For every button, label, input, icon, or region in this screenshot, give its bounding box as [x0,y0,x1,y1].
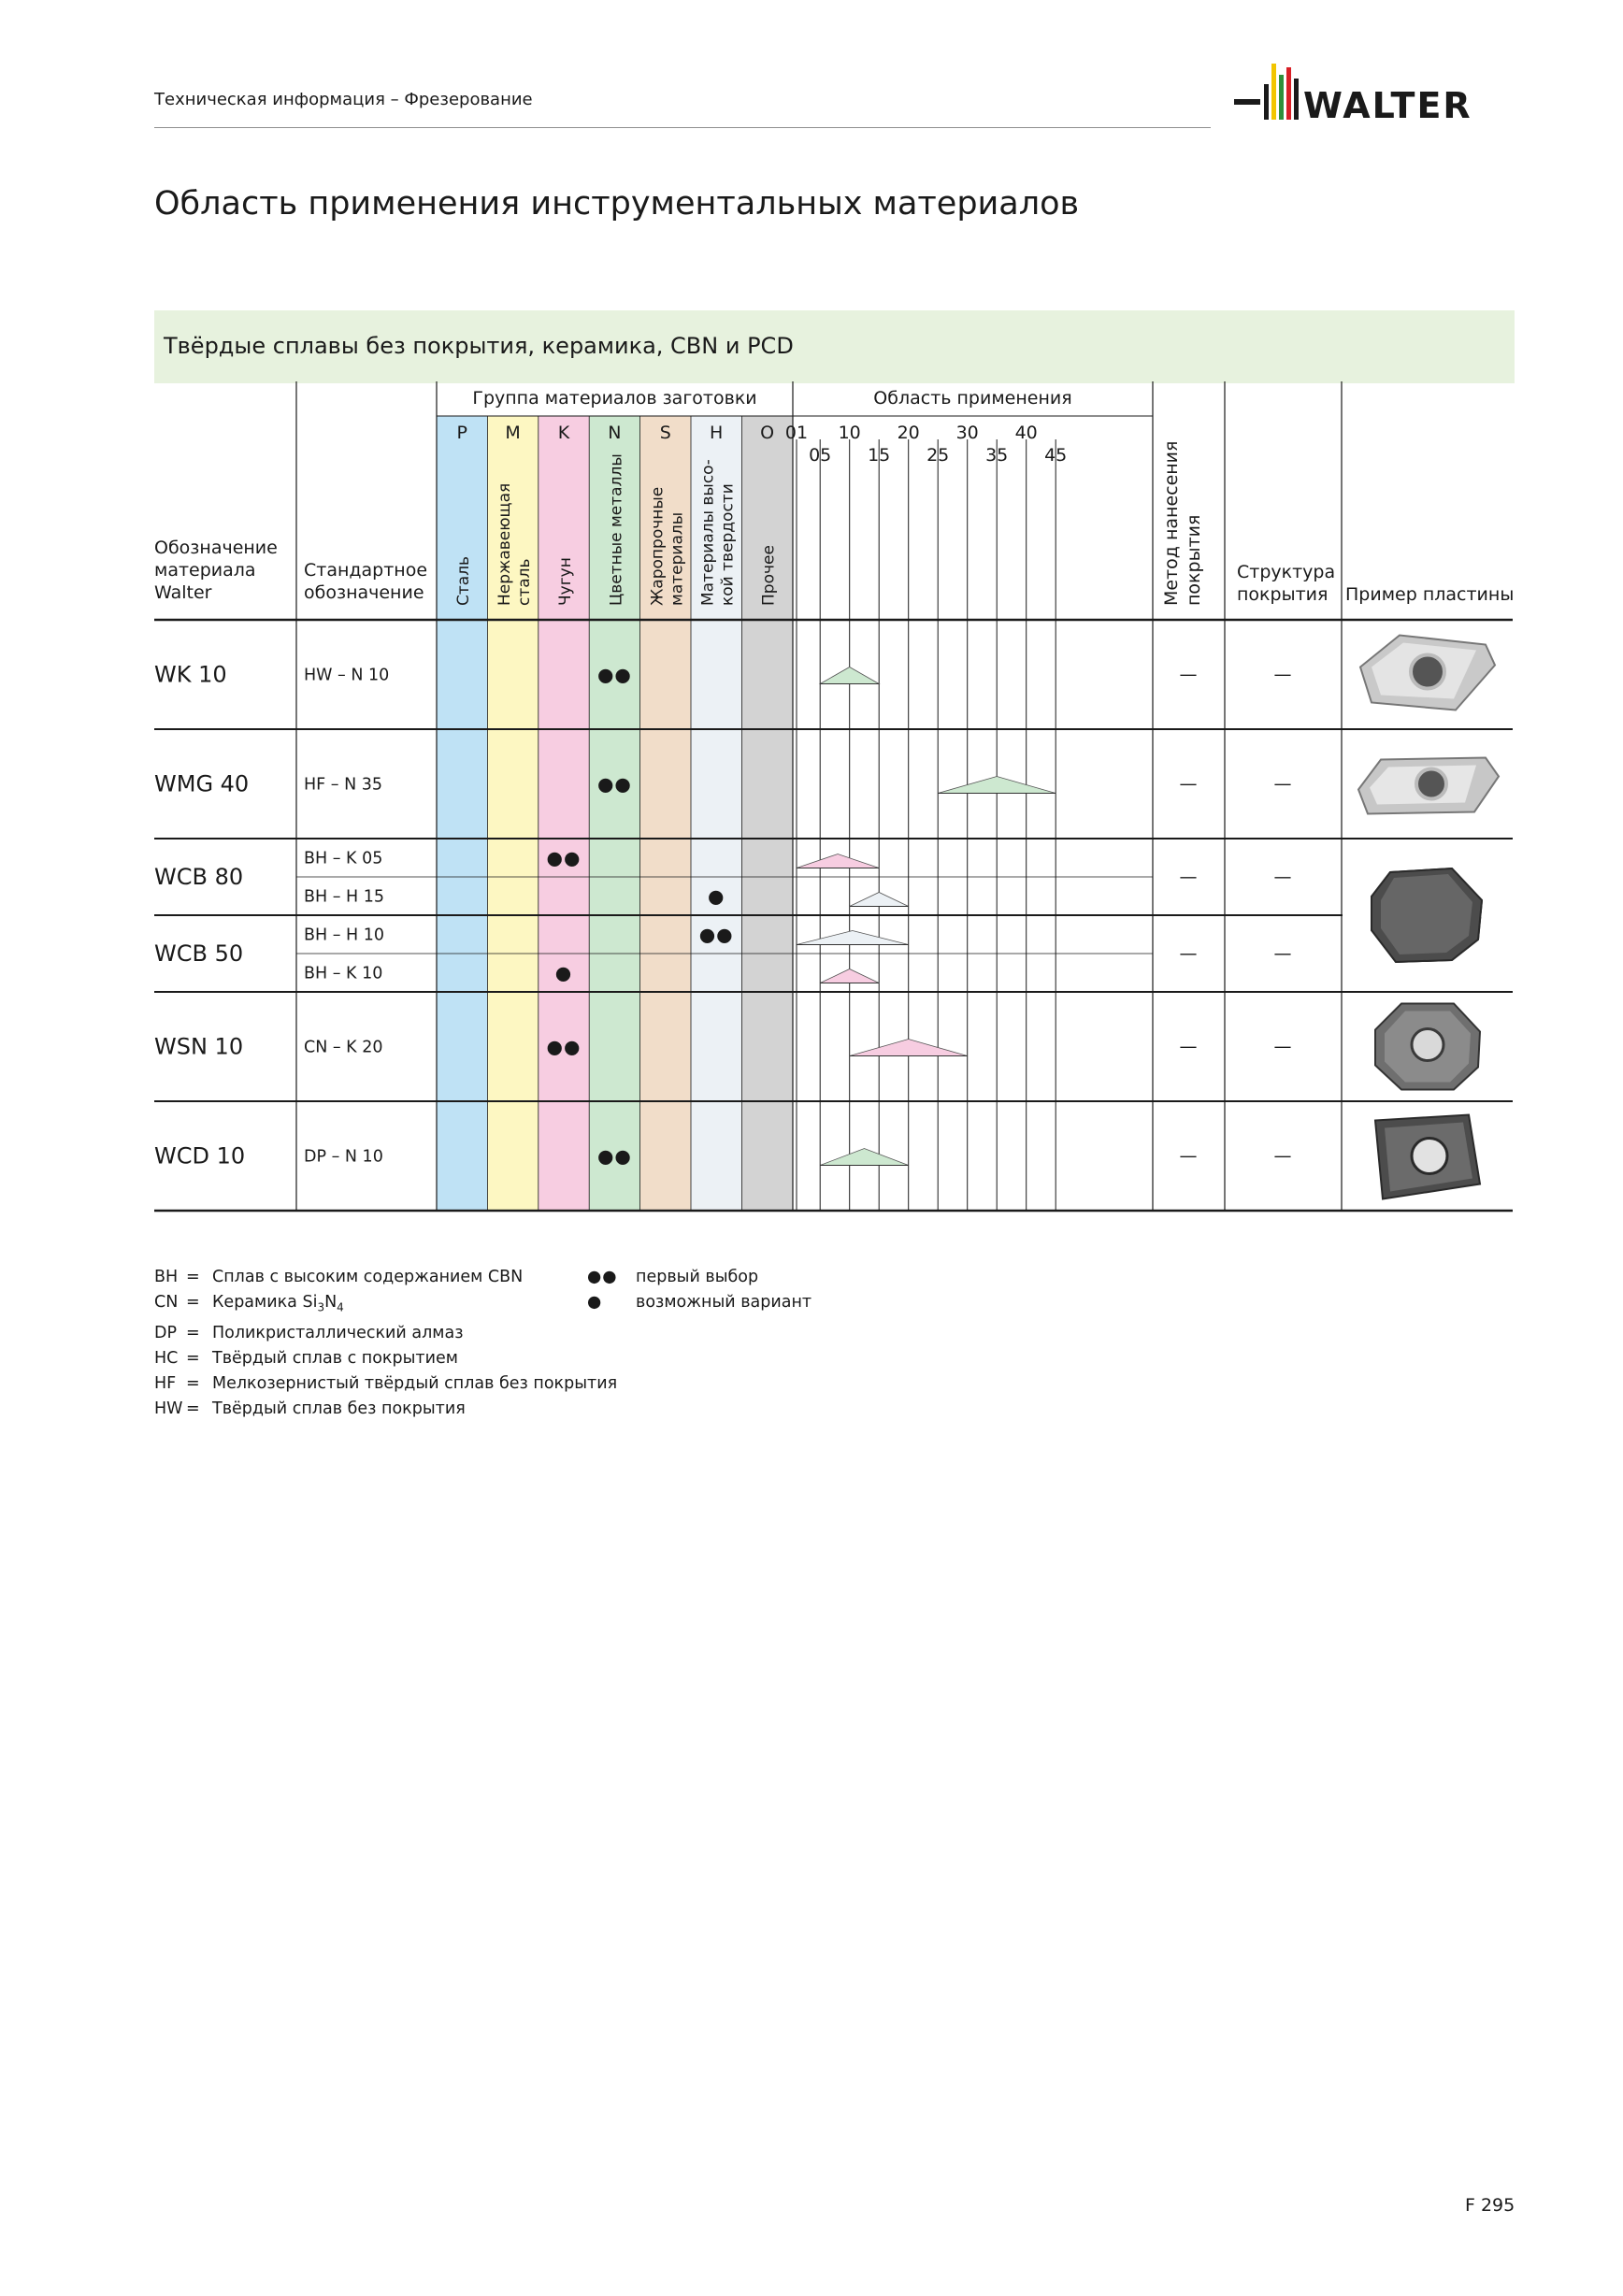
legend-subscript: 4 [337,1300,344,1314]
iso-letter-n: N [608,423,622,443]
material-name: WCB 80 [154,864,244,890]
recommendation-mark: ●● [546,1035,582,1058]
structure-value: — [1273,773,1292,795]
col-header-example: Пример пластины [1345,584,1515,605]
col-header-range: Область применения [873,388,1072,409]
legend-symbol-text: возможный вариант [636,1293,812,1312]
scale-label-bottom: 45 [1044,445,1068,466]
legend-row [154,1265,617,1290]
iso-label-o: Прочее [759,545,779,606]
scale-label-bottom: 15 [868,445,891,466]
legend-abbr: DP [154,1323,178,1342]
recommendation-mark: ●● [596,1144,632,1168]
iso-label-m: сталь [515,558,535,606]
col-header-designation: материала [154,560,256,581]
coating-value: — [1179,1145,1198,1167]
legend-abbr: HW [154,1399,183,1418]
insert-square-shiny-icon [1360,636,1495,710]
legend-subscript: 3 [317,1300,325,1314]
legend-eq: = [186,1348,200,1368]
insert-square-hole-icon [1375,1115,1480,1199]
scale-label-bottom: 35 [985,445,1009,466]
col-header-standard: обозначение [304,582,424,603]
scale-label-top: 40 [1014,423,1038,443]
structure-value: — [1273,1145,1292,1167]
walter-logo [1234,60,1515,135]
header-rule [154,127,1211,128]
structure-value: — [1273,1036,1292,1057]
col-header-structure: Структура [1237,562,1336,582]
insert-long-shiny-icon [1358,758,1499,814]
iso-label-h: кой твердости [718,483,738,606]
standard-designation: DP – N 10 [304,1147,383,1167]
iso-letter-s: S [659,423,671,443]
application-range-marker [797,931,909,945]
iso-column-o [741,416,792,1211]
scale-label-bottom: 05 [809,445,832,466]
legend-symbol-row [587,1265,812,1290]
legend-text: Поликристаллический алмаз [212,1323,464,1342]
legend-symbols [587,1265,812,1315]
iso-column-k [539,416,589,1211]
standard-designation: BH – K 10 [304,964,383,983]
legend-row [154,1290,617,1321]
logo-brand-text: WALTER [1303,85,1472,126]
col-header-coating: Метод нанесения [1161,440,1182,606]
legend-text: Керамика Si [212,1293,318,1312]
material-name: WCB 50 [154,940,244,967]
recommendation-mark: ●● [546,846,582,869]
legend-text: Сплав с высоким содержанием CBN [212,1268,524,1286]
iso-label-s: материалы [668,511,687,606]
iso-letter-m: M [505,423,521,443]
recommendation-mark: ●● [596,663,632,686]
legend-abbr: HC [154,1348,179,1368]
recommendation-mark: ● [554,961,573,984]
material-name: WSN 10 [154,1033,244,1060]
scale-label-top: 10 [838,423,861,443]
iso-label-k: Чугун [556,557,575,606]
structure-value: — [1273,943,1292,964]
coating-value: — [1179,943,1198,964]
recommendation-mark: ● [707,884,725,908]
standard-designation: HW – N 10 [304,666,390,685]
legend-text: Мелкозернистый твёрдый сплав без покрытия [212,1373,618,1393]
application-range-marker [820,1149,909,1166]
application-range-marker [850,1040,968,1056]
iso-letter-o: O [760,423,775,443]
legend-symbol: ● [587,1293,603,1312]
recommendation-mark: ●● [698,923,734,946]
iso-letter-p: P [456,423,467,443]
legend-symbol-row [587,1290,812,1315]
standard-designation: BH – H 15 [304,887,385,907]
structure-value: — [1273,867,1292,887]
application-range-marker [850,893,909,907]
legend-eq: = [186,1399,200,1418]
legend-row [154,1371,617,1397]
col-header-designation: Обозначение [154,538,278,558]
legend-abbr: CN [154,1293,179,1312]
coating-value: — [1179,664,1198,685]
page-number: F 295 [1465,2195,1515,2216]
coating-value: — [1179,1036,1198,1057]
legend-eq: = [186,1323,200,1342]
coating-value: — [1179,773,1198,795]
scale-label-bottom: 25 [926,445,950,466]
iso-label-n: Цветные металлы [607,453,626,606]
scale-label-top: 30 [955,423,979,443]
legend-text: Твёрдый сплав без покрытия [212,1399,466,1418]
material-name: WK 10 [154,661,227,688]
iso-label-m: Нержавеющая [496,482,515,606]
legend-abbr: BH [154,1268,179,1286]
page-title: Область применения инструментальных материалов [154,185,1080,222]
application-range-marker [820,667,879,684]
application-table [154,381,1519,1223]
iso-label-p: Сталь [454,555,474,606]
recommendation-mark: ●● [596,772,632,796]
standard-designation: BH – K 05 [304,849,383,868]
legend-abbreviations [154,1265,617,1422]
legend-symbol: ●● [587,1268,618,1286]
legend-abbr: HF [154,1373,177,1393]
application-range-marker [938,777,1056,794]
legend-eq: = [186,1373,200,1393]
scale-label-top: 20 [897,423,920,443]
col-header-standard: Стандартное [304,560,428,581]
iso-label-s: Жаропрочные [648,486,668,606]
legend-row [154,1321,617,1346]
material-name: WCD 10 [154,1142,246,1170]
scale-label-top: 01 [784,423,809,443]
insert-octagon-dark-icon [1372,868,1482,962]
col-header-designation: Walter [154,582,212,603]
legend-row [154,1397,617,1422]
application-range-marker [797,854,879,868]
iso-letter-k: K [557,423,570,443]
legend-eq: = [186,1293,200,1312]
section-band-title: Твёрдые сплавы без покрытия, керамика, CBN и PCD [164,333,794,359]
col-header-group: Группа материалов заготовки [472,388,757,409]
insert-octagon-hole-icon [1375,1004,1480,1090]
header-section: Техническая информация – Фрезерование [154,90,533,109]
standard-designation: CN – K 20 [304,1038,383,1057]
legend-row [154,1346,617,1371]
application-range-marker [820,969,879,983]
col-header-structure: покрытия [1237,584,1329,605]
legend-eq: = [186,1268,200,1286]
structure-value: — [1273,664,1292,685]
iso-column-p [437,416,487,1211]
iso-letter-h: H [710,423,724,443]
legend-formula-part: N [324,1293,338,1312]
standard-designation: BH – H 10 [304,926,385,945]
iso-label-h: Материалы высо- [698,459,718,606]
col-header-coating: покрытия [1184,514,1204,606]
material-name: WMG 40 [154,770,250,797]
legend-text: Твёрдый сплав с покрытием [212,1348,458,1368]
coating-value: — [1179,867,1198,887]
legend-symbol-text: первый выбор [636,1268,759,1286]
standard-designation: HF – N 35 [304,775,383,795]
